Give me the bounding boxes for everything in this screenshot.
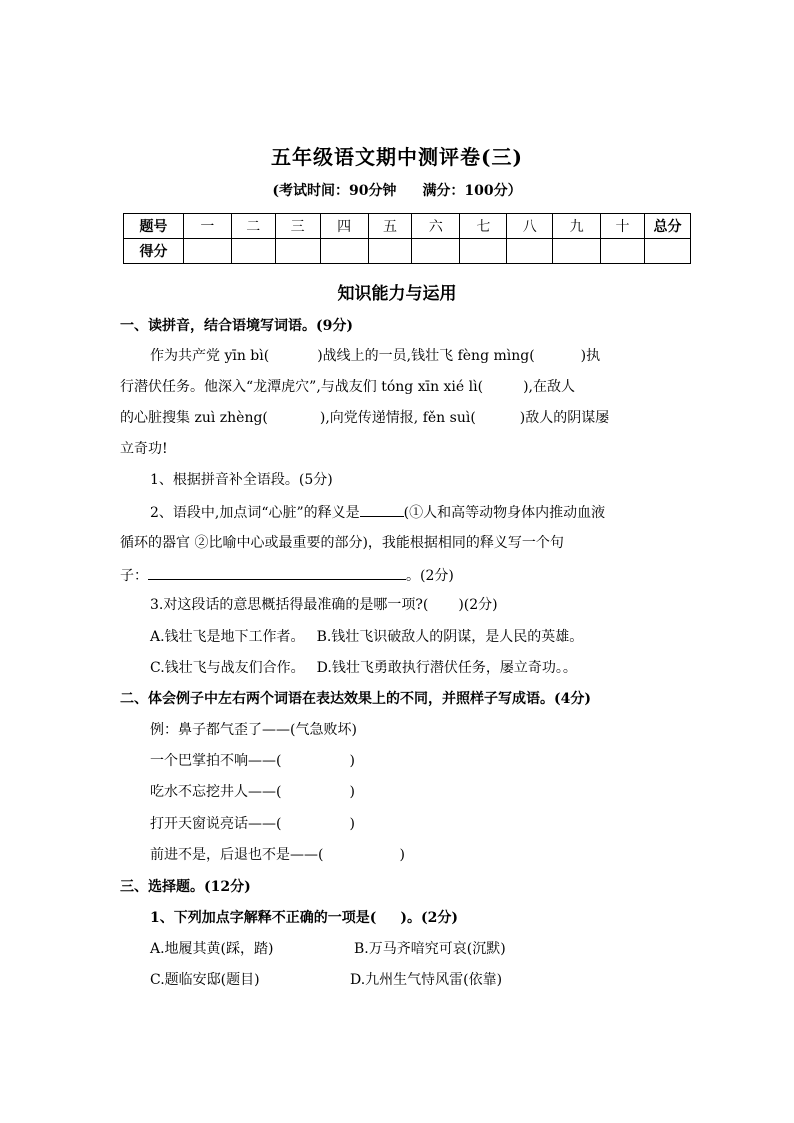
score-cell[interactable] [368,239,412,264]
score-cell[interactable] [231,239,275,264]
q1-passage-line-1: 作为共产党 yīn bì( )战线上的一员,钱壮飞 fèng mìng( )执 [150,348,601,364]
q1-sub-2-cont: 循环的器官 ②比喻中心或最重要的部分)，我能根据相同的释义写一个句 [120,535,564,551]
option-b: B.万马齐喑究可哀(沉默) [354,941,506,957]
q3-options-ab [150,939,506,959]
q2-example: 例：鼻子都气歪了——(气急败坏) [150,722,357,738]
score-table-col-9: 九 [553,214,601,239]
score-cell-total[interactable] [645,239,691,264]
section-title: 知识能力与运用 [337,284,457,304]
score-cell[interactable] [507,239,553,264]
score-cell[interactable] [412,239,460,264]
exam-subtitle [0,180,794,200]
score-table-col-1: 一 [183,214,231,239]
q2-heading: 二、体会例子中左右两个词语在表达效果上的不同，并照样子写成语。(4分) [120,691,591,707]
score-table-label-score: 得分 [124,239,184,264]
q1-passage-line-3: 的心脏搜集 zuì zhèng( ),向党传递情报, fěn suì( )敌人的阴谋屡 [120,410,610,426]
exam-title: 五年级语文期中测评卷(三) [271,145,523,169]
q1-sub-1: 1、根据拼音补全语段。(5分) [150,472,333,488]
q1-passage-line-2: 行潜伏任务。他深入“龙潭虎穴”,与战友们 tóng xīn xié lì( ),在敌人 [120,379,575,395]
q3-sub-1: 1、下列加点字解释不正确的一项是( )。(2分) [150,910,458,926]
score-table-col-8: 八 [507,214,553,239]
option-d: D.钱壮飞勇敢执行潜伏任务，屡立奇功。。 [316,660,577,676]
score-cell[interactable] [553,239,601,264]
score-table-col-6: 六 [412,214,460,239]
score-table-col-4: 四 [320,214,368,239]
score-table-col-7: 七 [460,214,507,239]
score-table-col-5: 五 [368,214,412,239]
score-table-col-2: 二 [231,214,275,239]
option-a: A.钱壮飞是地下工作者。 [150,629,305,645]
score-table-col-10: 十 [601,214,645,239]
exam-full-score: 满分：100分） [422,183,522,199]
score-cell[interactable] [601,239,645,264]
q2-item-4: 前进不是，后退也不是——( ) [150,847,405,863]
score-cell[interactable] [183,239,231,264]
q2-item-1: 一个巴掌拍不响——( ) [150,753,355,769]
score-table [123,213,691,264]
score-cell[interactable] [275,239,320,264]
score-cell[interactable] [320,239,368,264]
q1-sub-2-sentence: 子： 。(2分) [120,564,454,586]
score-table-col-total: 总分 [645,214,691,239]
answer-underline[interactable] [148,564,406,580]
score-table-col-3: 三 [275,214,320,239]
q2-item-3: 打开天窗说亮话——( ) [150,816,355,832]
score-table-score-row [124,239,691,264]
score-table-header-row [124,214,691,239]
q1-sub-3: 3.对这段话的意思概括得最准确的是哪一项?( )(2分) [150,597,498,613]
option-b: B.钱壮飞识破敌人的阴谋，是人民的英雄。 [316,629,584,645]
score-table-label-question: 题号 [124,214,184,239]
q1-passage-line-4: 立奇功! [120,441,168,457]
q1-sub-2: 2、语段中,加点词“心脏”的释义是 (①人和高等动物身体内推动血液 [150,501,605,523]
q2-item-2: 吃水不忘挖井人——( ) [150,784,355,800]
q3-heading: 三、选择题。(12分) [120,879,251,895]
option-c: C.题临安邸(题目) [150,972,260,988]
option-a: A.地履其黄(踩，踏) [150,941,274,957]
exam-time: (考试时间：90分钟 [272,183,397,199]
option-d: D.九州生气恃风雷(依靠) [350,972,503,988]
option-c: C.钱壮飞与战友们合作。 [150,660,305,676]
q3-options-cd [150,970,502,990]
q1-options-ab [150,627,583,647]
q1-options-cd [150,658,577,678]
score-cell[interactable] [460,239,507,264]
answer-underline[interactable] [360,501,404,517]
q1-heading: 一、读拼音，结合语境写词语。(9分) [120,318,353,334]
